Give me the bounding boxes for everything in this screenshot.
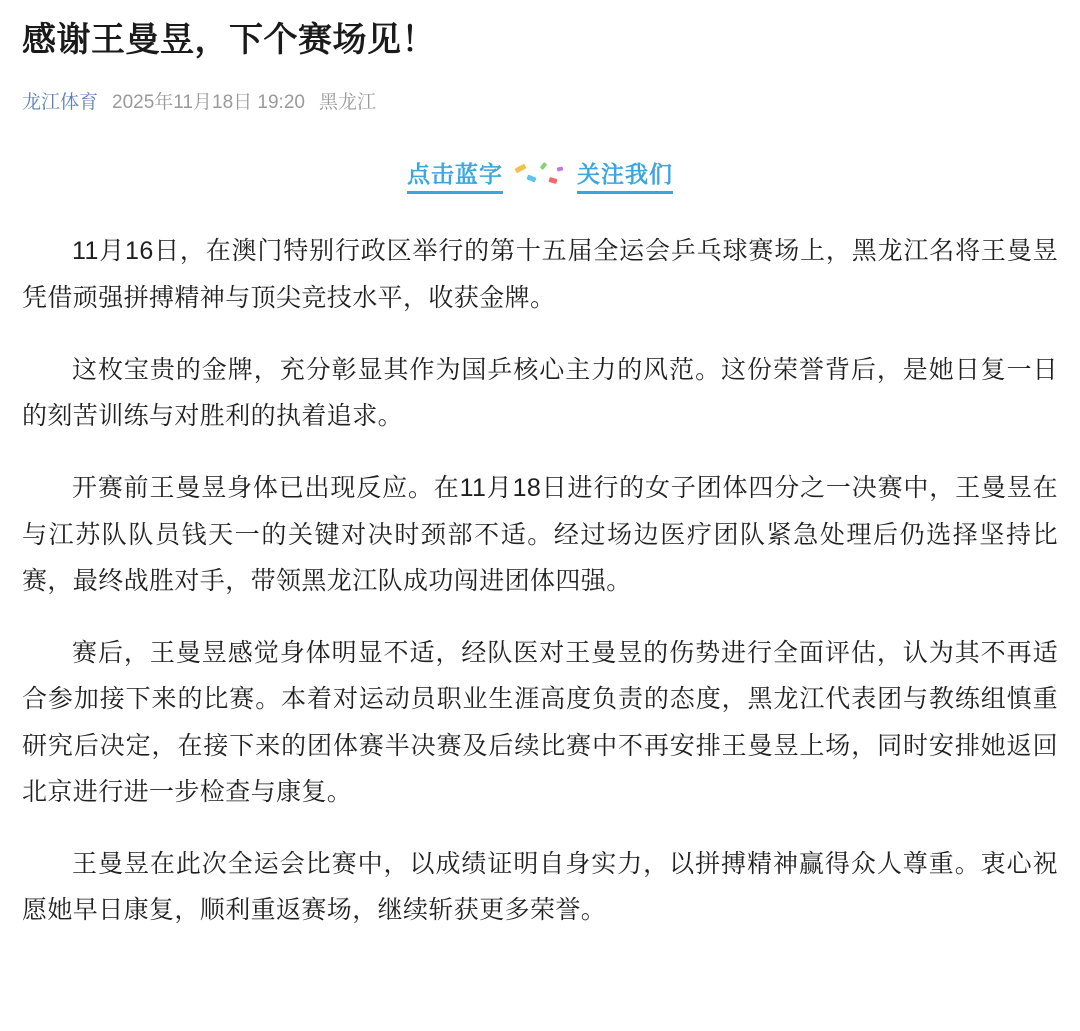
- article-paragraph: 赛后，王曼昱感觉身体明显不适，经队医对王曼昱的伤势进行全面评估，认为其不再适合参加接下来的比赛。本着对运动员职业生涯高度负责的态度，黑龙江代表团与教练组慎重研究后决定，在接下来的团体赛半决赛及后续比赛中不再安排王曼昱上场，同时安排她返回北京进行进一步检查与康复。: [22, 639, 1058, 806]
- article-paragraph: 开赛前王曼昱身体已出现反应。在11月18日进行的女子团体四分之一决赛中，王曼昱在与江苏队队员钱天一的关键对决时颈部不适。经过场边医疗团队紧急处理后仍选择坚持比赛，最终战胜对手，带领黑龙江队成功闯进团体四强。: [22, 474, 1058, 595]
- click-blue-text[interactable]: 点击蓝字: [407, 156, 503, 194]
- article-date: 2025年11月18日 19:20: [112, 91, 305, 113]
- confetti-icon: [513, 160, 567, 190]
- article-paragraph: 王曼昱在此次全运会比赛中，以成绩证明自身实力，以拼搏精神赢得众人尊重。衷心祝愿她早日康复，顺利重返赛场，继续斩获更多荣誉。: [22, 850, 1058, 925]
- article-meta: [22, 90, 1058, 117]
- follow-banner: [22, 156, 1058, 194]
- article-source[interactable]: 龙江体育: [22, 91, 99, 113]
- article-paragraph: 11月16日，在澳门特别行政区举行的第十五届全运会乒乓球赛场上，黑龙江名将王曼昱凭借顽强拼搏精神与顶尖竞技水平，收获金牌。: [22, 237, 1058, 312]
- article-region: 黑龙江: [318, 91, 376, 113]
- article-paragraph: 这枚宝贵的金牌，充分彰显其作为国乒核心主力的风范。这份荣誉背后，是她日复一日的刻苦训练与对胜利的执着追求。: [22, 355, 1058, 431]
- page-title: 感谢王曼昱，下个赛场见！: [22, 21, 436, 59]
- follow-us-text[interactable]: 关注我们: [577, 156, 673, 194]
